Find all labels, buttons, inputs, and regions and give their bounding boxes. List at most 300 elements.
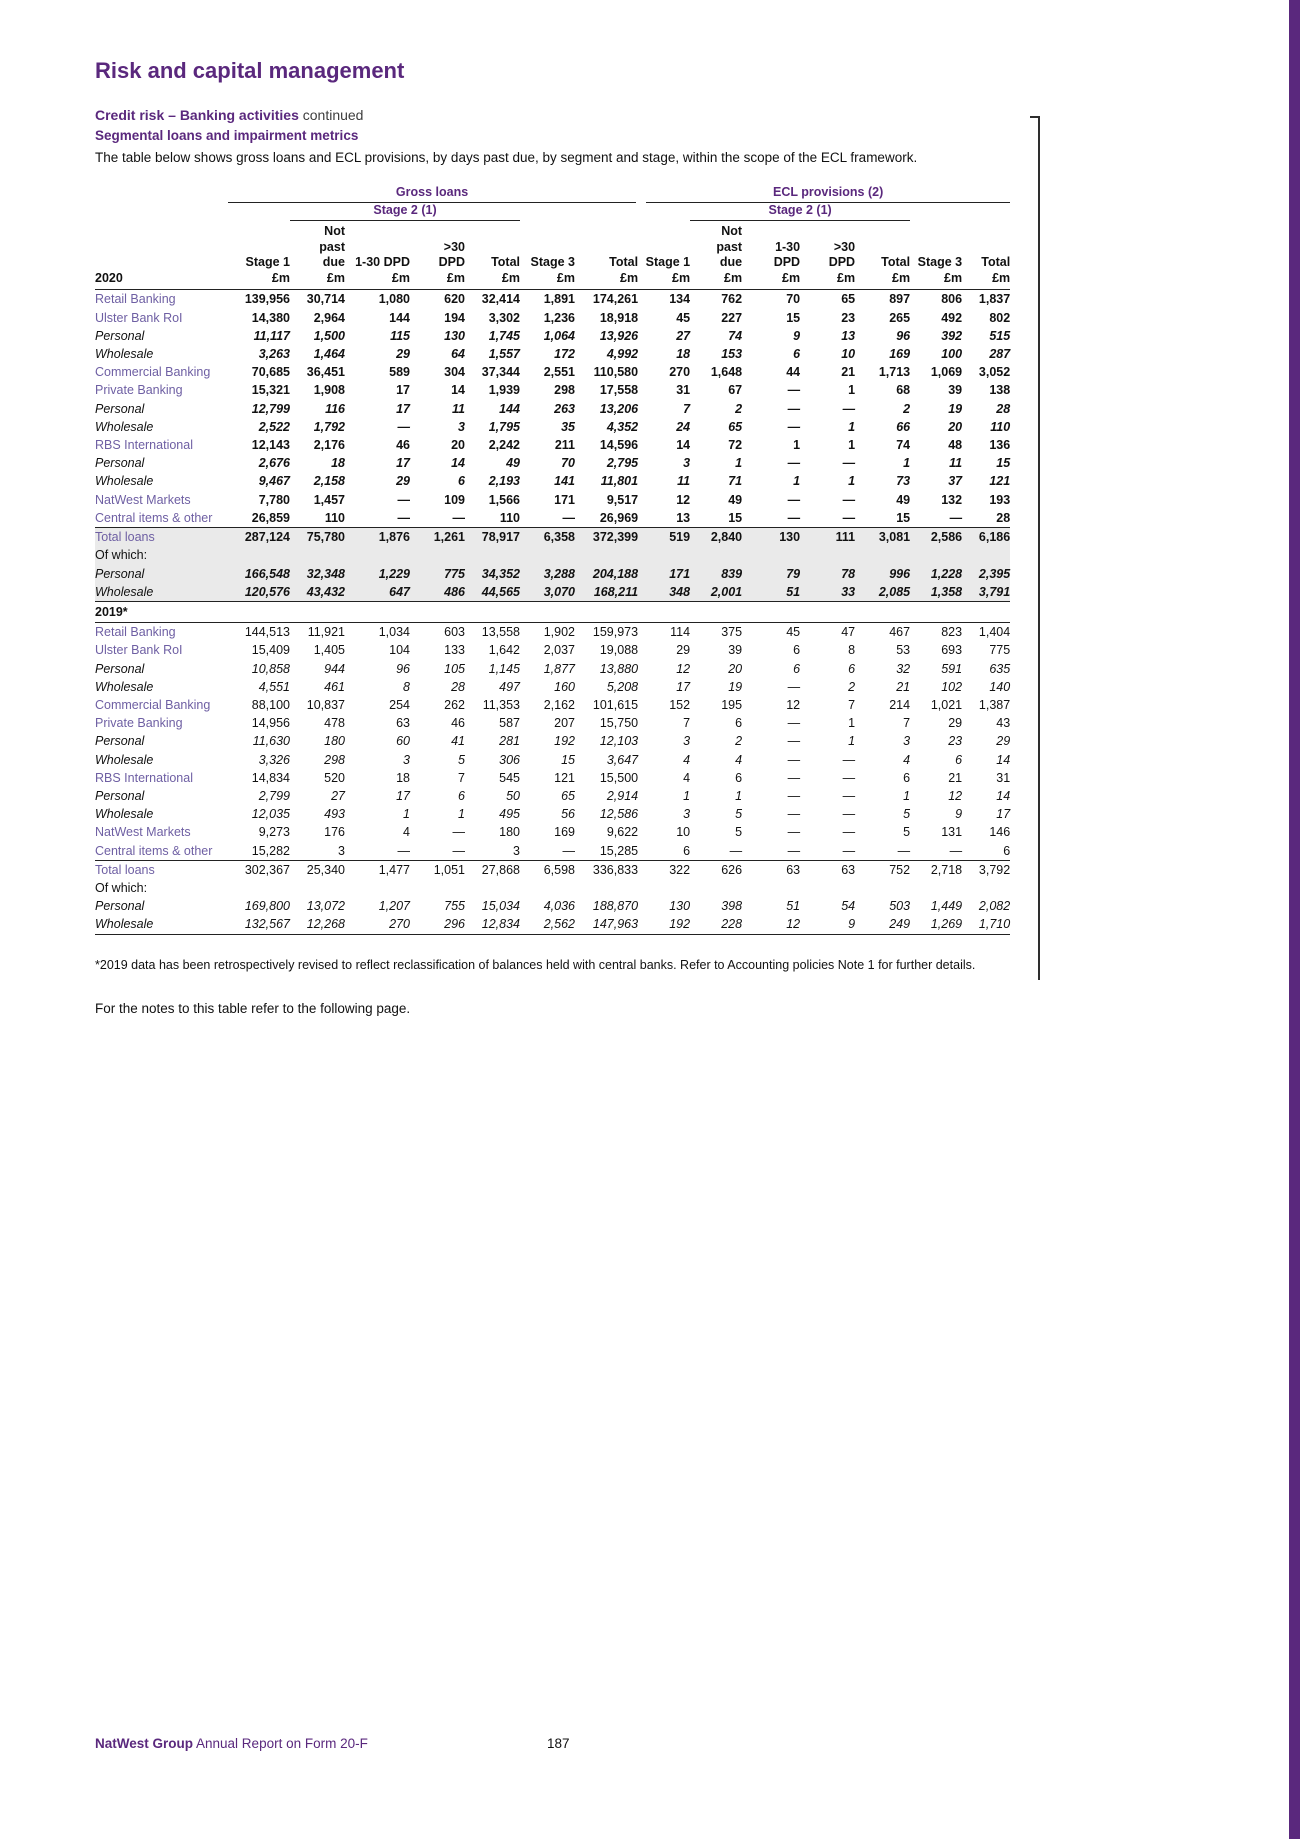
cell: 2,586 [910,528,962,547]
column-header: Stage 1 £m [228,221,290,290]
cell: 228 [690,915,742,934]
cell: 144,513 [244,625,290,640]
cell: 5 [735,807,743,822]
row-label: Ulster Bank RoI [95,310,183,325]
cell: 6 [793,643,801,658]
cell [410,546,465,564]
cell: 17 [676,679,691,694]
column-header: 1-30 DPD £m [742,221,800,290]
cell: 29 [396,474,410,489]
cell: 48 [948,438,963,453]
cell: 43,432 [290,583,345,602]
cell: 114 [670,625,691,640]
cell: 18 [396,770,410,785]
cell: 49 [506,456,520,471]
table-header [95,185,1010,290]
row-label: Commercial Banking [95,365,211,380]
cell: 14 [996,752,1011,767]
cell: 270 [345,915,410,934]
cell: 392 [941,328,963,343]
cell: 4,352 [606,419,639,434]
cell: 11,801 [600,474,639,489]
cell: 15 [996,456,1011,471]
cell: 121 [554,770,575,785]
stage2-left-header: Stage 2 (1) [290,203,520,221]
cell: 63 [800,860,855,879]
cell: 6,358 [520,528,575,547]
cell: 7 [903,716,911,731]
cell: 12 [786,697,801,712]
cell: 519 [638,528,690,547]
cell: — [452,510,465,525]
cell: 32,348 [290,565,345,583]
table-row [95,436,1010,454]
cell: 17 [996,807,1011,822]
cell: — [787,456,801,471]
cell: 12,143 [251,438,290,453]
cell: 2,840 [690,528,742,547]
cell: 281 [499,734,520,749]
cell: 492 [941,310,963,325]
cell: 1,464 [313,347,345,362]
cell: 172 [554,347,575,362]
cell: 1 [793,438,801,453]
cell: 26,859 [251,510,290,525]
year-label-2019: 2019* [95,601,1010,622]
cell: 130 [742,528,800,547]
row-label: Wholesale [95,474,154,489]
cell: 12 [676,492,691,507]
cell: 110 [499,510,520,525]
cell: 192 [638,915,690,934]
cell: 2,162 [543,697,575,712]
cell: 132 [941,492,963,507]
cell: 375 [721,625,743,640]
page-content [95,58,1011,1030]
stage2-right-header: Stage 2 (1) [690,203,910,221]
table-body [95,290,1010,934]
cell: 7 [683,401,691,416]
cell: — [452,825,465,840]
cell: — [787,734,801,749]
cell: 64 [451,347,465,362]
cell: 806 [941,292,963,307]
cell: 6,186 [962,528,1010,547]
cell: 49 [896,492,911,507]
cell: 120,576 [228,583,290,602]
cell: 132,567 [228,915,290,934]
footer-brand: NatWest Group [95,1736,194,1751]
table-row [95,842,1010,861]
cell: 3,302 [488,310,520,325]
cell: 18,918 [599,310,639,325]
cell: — [787,492,801,507]
table-row [95,472,1010,490]
cell [690,546,742,564]
cell: 188,870 [592,899,639,914]
cell: 265 [889,310,911,325]
row-label: Wholesale [95,583,228,602]
cell: 50 [506,788,520,803]
cell: 2,001 [690,583,742,602]
cell: — [842,825,856,840]
cell: 29 [948,716,963,731]
column-header: Total £m [575,221,638,290]
cell: 144 [499,401,520,416]
loans-impairment-table [95,185,1010,935]
cell: 56 [561,807,575,822]
cell: 36,451 [306,365,345,380]
row-label: Central items & other [95,510,213,525]
cell [855,879,910,897]
cell: 12 [948,788,963,803]
cell: 839 [690,565,742,583]
table-row [95,418,1010,436]
cell: 6 [458,788,465,803]
cell: 66 [896,419,911,434]
cell: 31 [676,383,691,398]
ecl-provisions-group-header: ECL provisions (2) [646,185,1010,203]
cell: 75,780 [290,528,345,547]
cell: 262 [444,697,465,712]
cell: 1,792 [313,419,345,434]
cell: 4 [403,825,410,840]
table-row [95,565,1010,583]
page-title: Risk and capital management [95,58,405,83]
cell: 3 [513,843,520,858]
cell: 1 [848,716,856,731]
cell: 17 [396,788,410,803]
cell: 1,500 [313,328,345,343]
cell: 193 [989,492,1011,507]
cell: 13 [841,328,856,343]
table-row [95,509,1010,528]
cell: 9,273 [258,825,290,840]
cell: 207 [554,716,575,731]
cell: — [562,843,575,858]
cell: 133 [444,643,465,658]
cell: 102 [941,679,963,694]
cell: 160 [554,679,575,694]
cell: 14,380 [251,310,290,325]
cell: 10 [676,825,691,840]
column-header: Total £m [465,221,520,290]
cell: 2,914 [606,788,639,803]
cell: 15,500 [599,770,639,785]
cell: 2,799 [258,788,290,803]
cell: 21 [896,679,911,694]
cell: — [842,770,856,785]
row-label: Of which: [95,546,228,564]
cell: 1 [903,788,911,803]
cell: 74 [728,328,743,343]
cell [575,546,638,564]
cell: 996 [855,565,910,583]
cell: 20 [728,661,743,676]
cell [345,879,410,897]
cell: 762 [721,292,743,307]
table-row [95,546,1010,564]
cell: 497 [499,679,520,694]
cell: 1,145 [488,661,520,676]
cell: 304 [444,365,465,380]
cell: 13,558 [481,625,520,640]
cell: 14,596 [599,438,639,453]
cell: 287,124 [228,528,290,547]
cell: 11 [452,401,465,416]
cell: 101,615 [592,697,639,712]
cell: — [562,510,575,525]
cell [290,546,345,564]
cell: 63 [742,860,800,879]
cell: — [787,843,801,858]
column-header: >30 DPD £m [800,221,855,290]
cell [345,546,410,564]
cell: 515 [989,328,1011,343]
cell: 4,551 [258,679,290,694]
cell: 19 [948,401,963,416]
cell: 8 [403,679,410,694]
cell: 1,939 [488,383,520,398]
cell: 15,285 [599,843,639,858]
cell: 1,051 [410,860,465,879]
cell: 110,580 [593,365,639,380]
cell: 15,321 [251,383,290,398]
cell: 14 [996,788,1011,803]
cell: 589 [389,365,410,380]
cell: 109 [444,492,465,507]
cell: 68 [896,383,911,398]
cell: 7 [458,770,465,785]
cell: 545 [499,770,520,785]
cell: 1 [848,438,856,453]
cell: 775 [410,565,465,583]
row-label: Ulster Bank RoI [95,643,183,658]
column-header: Stage 3 £m [910,221,962,290]
cell: 1,795 [488,419,520,434]
cell: 6 [903,770,911,785]
row-label: Private Banking [95,383,183,398]
cell: 1,477 [345,860,410,879]
cell: 4,992 [606,347,639,362]
cell: — [842,788,856,803]
cell: 495 [499,807,520,822]
cell: — [842,843,856,858]
cell: 9 [793,328,801,343]
row-label: Personal [95,565,228,583]
cell: 166,548 [228,565,290,583]
column-header: Total £m [962,221,1010,290]
cell: 1,069 [930,365,963,380]
cell: 6 [793,347,801,362]
cell: 1,449 [930,899,963,914]
cell: 1,891 [543,292,575,307]
cell [910,879,962,897]
cell: 67 [728,383,743,398]
cell: 169,800 [244,899,290,914]
cell: — [842,752,856,767]
cell: 461 [324,679,345,694]
column-header: Not past due £m [290,221,345,290]
cell: 1,021 [930,697,963,712]
cell: 169 [889,347,911,362]
table-row [95,879,1010,897]
cell: 1,229 [345,565,410,583]
cell: 1,902 [543,625,575,640]
cell: 372,399 [575,528,638,547]
cell: 897 [889,292,911,307]
cell: 28 [996,510,1011,525]
cell: — [397,492,410,507]
cell: 1,080 [378,292,410,307]
table-row [95,400,1010,418]
cell [575,879,638,897]
cell: 31 [996,770,1011,785]
row-label: RBS International [95,438,193,453]
cell: 5 [903,807,911,822]
cell [638,879,690,897]
cell: 29 [396,347,410,362]
cell [520,546,575,564]
cell: — [787,807,801,822]
cell: 25,340 [290,860,345,879]
cell: 192 [554,734,575,749]
row-label: RBS International [95,770,193,785]
cell: 116 [325,401,345,416]
cell: 130 [669,899,691,914]
cell: 39 [728,643,743,658]
cell: 2,037 [543,643,575,658]
cell: 26,969 [599,510,639,525]
row-label: NatWest Markets [95,492,191,507]
row-label: NatWest Markets [95,825,191,840]
table-row [95,732,1010,750]
cell: 775 [989,643,1011,658]
cell: 138 [989,383,1011,398]
cell: 37 [948,474,963,489]
row-label: Wholesale [95,915,228,934]
cell: 1,642 [488,643,520,658]
cell: 2,158 [313,474,345,489]
cell: 11 [949,456,963,471]
row-label: Personal [95,456,145,471]
cell: 2 [903,401,911,416]
cell [465,879,520,897]
cell: 1,713 [878,365,911,380]
cell [520,879,575,897]
table-row [95,491,1010,509]
cell: 211 [554,438,575,453]
cell: 168,211 [575,583,638,602]
cell: 10,837 [306,697,345,712]
cell [962,546,1010,564]
stage2-header-row [95,203,1010,221]
cell: — [842,510,856,525]
cell: 1,404 [978,625,1011,640]
cell: 140 [989,679,1011,694]
cell: 17 [396,401,410,416]
cell: 2,795 [606,456,639,471]
cell: 6 [683,843,691,858]
cell: 1,877 [543,661,575,676]
cell: 6 [848,661,856,676]
row-label: Wholesale [95,679,154,694]
cell: 30,714 [306,292,345,307]
cell [742,879,800,897]
cell: 12,834 [465,915,520,934]
cell: 1,710 [962,915,1010,934]
cell: — [787,716,801,731]
cell: 18 [676,347,691,362]
cell: 3 [403,752,410,767]
row-label: Wholesale [95,752,154,767]
cell: 693 [941,643,963,658]
cell: 1 [903,456,911,471]
cell: 65 [728,419,743,434]
cell: 6 [735,716,743,731]
cell: 1 [848,383,856,398]
column-header: Not past due £m [690,221,742,290]
cell: 21 [841,365,856,380]
cell: 27 [676,328,691,343]
cell: — [897,843,911,858]
cell: 3,081 [855,528,910,547]
cell: 14,956 [251,716,290,731]
cell: 34,352 [465,565,520,583]
cell: — [787,401,801,416]
cell: 180 [499,825,520,840]
cell: — [787,752,801,767]
table-row [95,823,1010,841]
cell: 2,676 [258,456,290,471]
cell: 1,064 [543,328,575,343]
cell: 11 [677,474,691,489]
cell: 1,745 [488,328,520,343]
cell: 5 [458,752,465,767]
cell: 1 [848,419,856,434]
year-row [95,601,1010,622]
cell: 43 [996,716,1011,731]
cell: — [397,843,410,858]
cell [228,879,290,897]
cell: 15 [728,510,743,525]
cell: 72 [728,438,743,453]
cell [800,879,855,897]
cell: 11,353 [482,697,520,712]
cell: 47 [841,625,856,640]
cell: 180 [324,734,345,749]
cell: 194 [444,310,465,325]
cell: 13,880 [599,661,639,676]
cell: 467 [889,625,911,640]
cell: 12,268 [290,915,345,934]
table-row [95,787,1010,805]
cell: — [842,456,856,471]
cell: 1,557 [488,347,520,362]
row-label: Personal [95,328,145,343]
section-edge-tab [1289,0,1300,1839]
cell: 1,405 [313,643,345,658]
row-label: Total loans [95,860,228,879]
row-label: Wholesale [95,807,154,822]
cell: 45 [786,625,801,640]
table-row [95,454,1010,472]
cell: 71 [728,474,743,489]
cell: 2,082 [978,899,1011,914]
revision-change-bar [1030,116,1040,980]
cell: 115 [390,328,410,343]
cell: 3,647 [606,752,639,767]
